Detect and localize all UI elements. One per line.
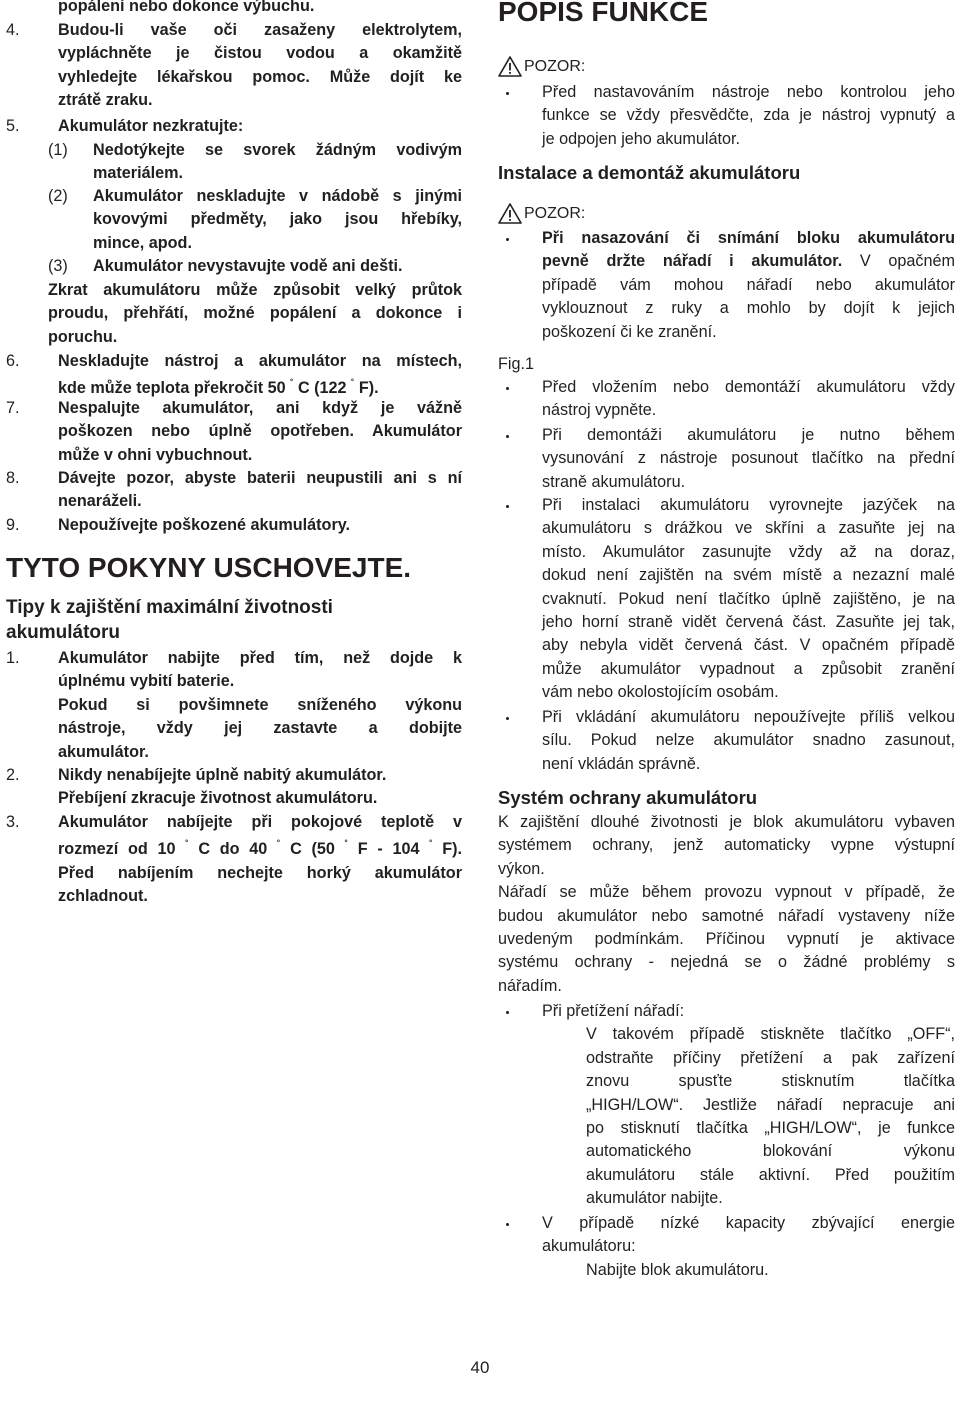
- bullet-icon: [506, 1011, 509, 1014]
- protection-paragraph: K zajištění dlouhé životnosti je blok akumulátoru vybaven systémem ochrany, jenž automaticky vypne výstupní výkon. Nářadí se může během provozu vypnout v případě, že budou akumulátor nebo samotné nářadí vystaveny níže uvedeným podmínkám. Příčinou vypnutí je aktivace systému ochrany - nejedná se o žádné problémy s nářadím.: [498, 813, 955, 995]
- list-item-5: 5. Akumulátor nezkratujte:: [6, 117, 244, 135]
- bullet-icon: [506, 238, 509, 241]
- list-item: Při demontáži akumulátoru je nutno během vysunování z nástroje posunout tlačítko na přední straně akumulátoru.: [498, 424, 955, 494]
- tip-item-1: 1. Akumulátor nabijte před tím, než dojde k úplnému vybití baterie. Pokud si povšimnete sníženého výkonu nástroje, vždy jej zastavte a dobijte akumulátor.: [6, 649, 462, 761]
- caution-bullet: Při nasazování či snímání bloku akumulátoru pevně držte nářadí i akumulátor. V opačném případě vám mohou nářadí nebo akumulátor vyklouznout z ruky a mohlo by dojít k jejich poškození či ke zranění.: [498, 227, 955, 344]
- bullet-icon: [506, 435, 509, 438]
- bullet-icon: [506, 505, 509, 508]
- list-item: Před vložením nebo demontáží akumulátoru vždy nástroj vypněte.: [498, 376, 955, 423]
- list-item: Při vkládání akumulátoru nepoužívejte příliš velkou sílu. Pokud nelze akumulátor snadno zasunout, není vkládán správně.: [498, 706, 955, 776]
- page-title: POPIS FUNKCE: [498, 0, 709, 27]
- caution-bullet: Před nastavováním nástroje nebo kontrolou jeho funkce se vždy přesvědčte, zda je nástroj vypnutý a je odpojen jeho akumulátor.: [498, 81, 955, 151]
- page-number: 40: [470, 1358, 490, 1377]
- sub-item-2: (2) Akumulátor neskladujte v nádobě s jinými kovovými předměty, jako jsou hřebíky, mince, apod.: [48, 187, 462, 252]
- list-item-9: 9. Nepoužívejte poškozené akumulátory.: [6, 516, 351, 534]
- heading-battery-install: Instalace a demontáž akumulátoru: [498, 162, 801, 183]
- list-item-4: 4. Budou-li vaše oči zasaženy elektrolytem, vypláchněte je čistou vodou a okamžitě vyhledejte lékařskou pomoc. Může dojít ke ztrátě zraku.: [6, 21, 462, 110]
- short-circuit-note: Zkrat akumulátoru může způsobit velký průtok proudu, přehřátí, možné popálení a dokonce i poruchu.: [48, 281, 462, 346]
- bullet-icon: [506, 92, 509, 95]
- heading-protection-system: Systém ochrany akumulátoru: [498, 787, 758, 808]
- list-item-8: 8. Dávejte pozor, abyste baterii neupustili ani s ní nenaráželi.: [6, 469, 462, 511]
- tip-item-2: 2. Nikdy nenabíjejte úplně nabitý akumulátor. Přebíjení zkracuje životnost akumulátoru.: [6, 766, 387, 808]
- heading-save-instructions: TYTO POKYNY USCHOVEJTE.: [6, 552, 412, 583]
- sub-item-1: (1) Nedotýkejte se svorek žádným vodivým materiálem.: [48, 141, 462, 183]
- caution-label: POZOR:: [498, 203, 585, 225]
- caution-label: POZOR:: [498, 56, 585, 78]
- warning-icon: [498, 203, 522, 224]
- list-item: Při instalaci akumulátoru vyrovnejte jazýček na akumulátoru s drážkou ve skříni a zasuňte jej na místo. Akumulátor zasunujte vždy až na doraz, dokud není zajištěn na svém místě a nezazní malé cvaknutí. Pokud není tlačítko úplně zajištěno, je na jeho horní straně vidět červená část. Zasuňte jej tak, aby nebyla vidět červená část. V opačném případě může akumulátor vypadnout a způsobit zranění vám nebo okolostojícím osobám.: [498, 494, 955, 705]
- bullet-icon: [506, 1223, 509, 1226]
- warning-icon: [498, 56, 522, 77]
- figure-reference: Fig.1: [498, 355, 534, 373]
- list-item-low-capacity: V případě nízké kapacity zbývající energie akumulátoru: Nabijte blok akumulátoru.: [498, 1212, 955, 1282]
- list-item-7: 7. Nespalujte akumulátor, ani když je vážně poškozen nebo úplně opotřeben. Akumulátor může v ohni vybuchnout.: [6, 399, 462, 464]
- sub-item-3: (3) Akumulátor nevystavujte vodě ani dešti.: [48, 257, 403, 275]
- continuation-line: popálení nebo dokonce výbuchu.: [58, 0, 315, 15]
- list-item-6: 6. Neskladujte nástroj a akumulátor na místech, kde může teplota překročit 50 ˚ C (122 ˚ F).: [6, 352, 462, 398]
- heading-battery-tips: Tipy k zajištění maximální životnosti akumulátoru: [6, 597, 333, 643]
- bullet-icon: [506, 387, 509, 390]
- list-item-overload: Při přetížení nářadí: V takovém případě stiskněte tlačítko „OFF“, odstraňte příčiny přetížení a pak zařízení znovu spusťte stisknutím tlačítka „HIGH/LOW“. Jestliže nářadí nepracuje ani po stisknutí tlačítka „HIGH/LOW“, je funkce automatického blokování výkonu akumulátoru stále aktivní. Před použitím akumulátor nabijte.: [498, 1000, 955, 1211]
- tip-item-3: 3. Akumulátor nabíjejte při pokojové teplotě v rozmezí od 10 ˚ C do 40 ˚ C (50 ˚ F - 104 ˚ F). Před nabíjením nechejte horký akumulátor zchladnout.: [6, 813, 463, 906]
- bullet-icon: [506, 717, 509, 720]
